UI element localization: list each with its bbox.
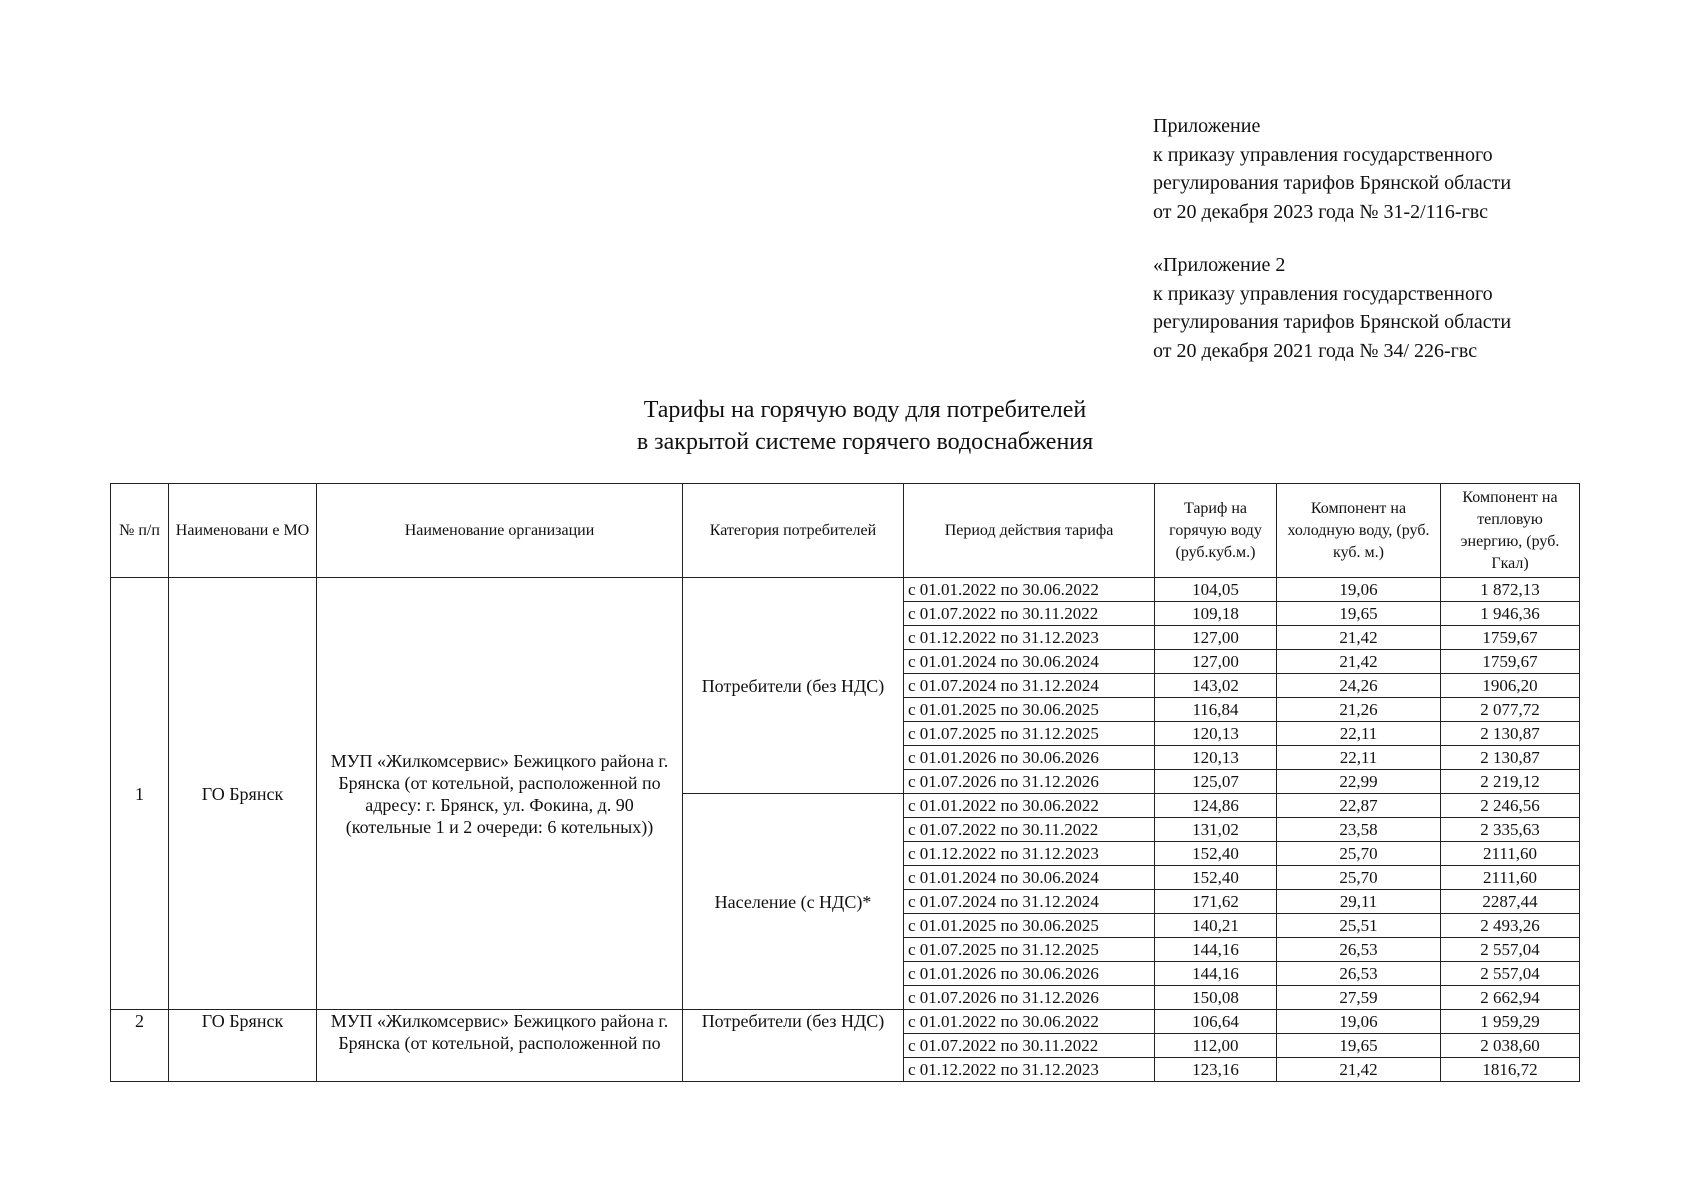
tariff-cell: 144,16 xyxy=(1155,938,1277,962)
group1-category-consumers: Потребители (без НДС) xyxy=(683,578,904,794)
col-header-tariff: Тариф на горячую воду (руб.куб.м.) xyxy=(1155,484,1277,578)
period-cell: с 01.01.2026 по 30.06.2026 xyxy=(904,746,1155,770)
period-cell: с 01.07.2025 по 31.12.2025 xyxy=(904,938,1155,962)
period-cell: с 01.07.2026 по 31.12.2026 xyxy=(904,986,1155,1010)
tariff-cell: 127,00 xyxy=(1155,626,1277,650)
tariff-cell: 171,62 xyxy=(1155,890,1277,914)
heat-cell: 2 335,63 xyxy=(1441,818,1580,842)
annex2-header xyxy=(1153,251,1633,365)
heat-cell: 1759,67 xyxy=(1441,626,1580,650)
annex2-line: регулирования тарифов Брянской области xyxy=(1153,311,1512,333)
col-header-heat: Компонент на тепловую энергию, (руб. Гкал) xyxy=(1441,484,1580,578)
annex2-line: от 20 декабря 2021 года № 34/ 226-гвс xyxy=(1153,339,1478,362)
title-line-2: в закрытой системе горячего водоснабжения xyxy=(636,429,1094,455)
heat-cell: 2111,60 xyxy=(1441,866,1580,890)
cold-cell: 29,11 xyxy=(1277,890,1441,914)
heat-cell: 2 557,04 xyxy=(1441,962,1580,986)
group1-mo: ГО Брянск xyxy=(169,578,317,1010)
group1-category-population: Население (с НДС)* xyxy=(683,794,904,1010)
cold-cell: 19,06 xyxy=(1277,578,1441,602)
cold-cell: 25,70 xyxy=(1277,842,1441,866)
tariff-table xyxy=(110,483,1580,1082)
period-cell: с 01.01.2026 по 30.06.2026 xyxy=(904,962,1155,986)
annex2-title: «Приложение 2 xyxy=(1153,254,1286,276)
heat-cell: 1816,72 xyxy=(1441,1058,1580,1082)
cold-cell: 22,87 xyxy=(1277,794,1441,818)
cold-cell: 21,42 xyxy=(1277,1058,1441,1082)
cold-cell: 22,11 xyxy=(1277,722,1441,746)
cold-cell: 19,65 xyxy=(1277,1034,1441,1058)
cold-cell: 22,99 xyxy=(1277,770,1441,794)
group1-org: МУП «Жилкомсервис» Бежицкого района г. Брянска (от котельной, расположенной по адресу: г. Брянск, ул. Фокина, д. 90 (котельные 1 и 2 очереди: 6 котельных)) xyxy=(317,578,683,1010)
tariff-cell: 143,02 xyxy=(1155,674,1277,698)
heat-cell: 1 959,29 xyxy=(1441,1010,1580,1034)
cold-cell: 21,42 xyxy=(1277,626,1441,650)
period-cell: с 01.07.2024 по 31.12.2024 xyxy=(904,674,1155,698)
cold-cell: 25,70 xyxy=(1277,866,1441,890)
annex-line: к приказу управления государственного xyxy=(1153,143,1493,166)
tariff-cell: 120,13 xyxy=(1155,746,1277,770)
tariff-cell: 125,07 xyxy=(1155,770,1277,794)
col-header-num: № п/п xyxy=(111,484,169,578)
tariff-cell: 144,16 xyxy=(1155,962,1277,986)
tariff-cell: 127,00 xyxy=(1155,650,1277,674)
annex-header xyxy=(1153,112,1633,226)
period-cell: с 01.01.2022 по 30.06.2022 xyxy=(904,578,1155,602)
group2-category-consumers: Потребители (без НДС) xyxy=(683,1010,904,1082)
heat-cell: 2111,60 xyxy=(1441,842,1580,866)
tariff-cell: 120,13 xyxy=(1155,722,1277,746)
col-header-org: Наименование организации xyxy=(317,484,683,578)
cold-cell: 26,53 xyxy=(1277,938,1441,962)
heat-cell: 1759,67 xyxy=(1441,650,1580,674)
annex-line: от 20 декабря 2023 года № 31-2/116-гвс xyxy=(1153,200,1488,223)
tariff-cell: 104,05 xyxy=(1155,578,1277,602)
document-title xyxy=(0,394,1684,458)
heat-cell: 2 493,26 xyxy=(1441,914,1580,938)
period-cell: с 01.07.2025 по 31.12.2025 xyxy=(904,722,1155,746)
heat-cell: 2 130,87 xyxy=(1441,746,1580,770)
col-header-period: Период действия тарифа xyxy=(904,484,1155,578)
annex-title: Приложение xyxy=(1153,115,1261,137)
tariff-cell: 106,64 xyxy=(1155,1010,1277,1034)
heat-cell: 2 130,87 xyxy=(1441,722,1580,746)
table-header-row xyxy=(111,484,1580,578)
period-cell: с 01.12.2022 по 31.12.2023 xyxy=(904,626,1155,650)
cold-cell: 22,11 xyxy=(1277,746,1441,770)
heat-cell: 2 038,60 xyxy=(1441,1034,1580,1058)
cold-cell: 19,65 xyxy=(1277,602,1441,626)
tariff-cell: 123,16 xyxy=(1155,1058,1277,1082)
cold-cell: 26,53 xyxy=(1277,962,1441,986)
cold-cell: 25,51 xyxy=(1277,914,1441,938)
annex2-line: к приказу управления государственного xyxy=(1153,282,1493,305)
period-cell: с 01.01.2022 по 30.06.2022 xyxy=(904,794,1155,818)
cold-cell: 21,26 xyxy=(1277,698,1441,722)
heat-cell: 2 662,94 xyxy=(1441,986,1580,1010)
cold-cell: 27,59 xyxy=(1277,986,1441,1010)
table-row xyxy=(111,1010,1580,1034)
annex-line: регулирования тарифов Брянской области xyxy=(1153,172,1512,194)
cold-cell: 21,42 xyxy=(1277,650,1441,674)
group2-mo: ГО Брянск xyxy=(169,1010,317,1082)
tariff-cell: 109,18 xyxy=(1155,602,1277,626)
tariff-cell: 124,86 xyxy=(1155,794,1277,818)
tariff-cell: 152,40 xyxy=(1155,866,1277,890)
period-cell: с 01.07.2026 по 31.12.2026 xyxy=(904,770,1155,794)
cold-cell: 23,58 xyxy=(1277,818,1441,842)
heat-cell: 1 946,36 xyxy=(1441,602,1580,626)
heat-cell: 2 077,72 xyxy=(1441,698,1580,722)
heat-cell: 1 872,13 xyxy=(1441,578,1580,602)
tariff-cell: 116,84 xyxy=(1155,698,1277,722)
col-header-category: Категория потребителей xyxy=(683,484,904,578)
tariff-cell: 140,21 xyxy=(1155,914,1277,938)
period-cell: с 01.07.2024 по 31.12.2024 xyxy=(904,890,1155,914)
period-cell: с 01.01.2025 по 30.06.2025 xyxy=(904,698,1155,722)
heat-cell: 2287,44 xyxy=(1441,890,1580,914)
title-line-1: Тарифы на горячую воду для потребителей xyxy=(643,397,1087,423)
period-cell: с 01.12.2022 по 31.12.2023 xyxy=(904,1058,1155,1082)
period-cell: с 01.01.2024 по 30.06.2024 xyxy=(904,650,1155,674)
tariff-cell: 131,02 xyxy=(1155,818,1277,842)
group2-num: 2 xyxy=(111,1010,169,1082)
period-cell: с 01.12.2022 по 31.12.2023 xyxy=(904,842,1155,866)
heat-cell: 2 246,56 xyxy=(1441,794,1580,818)
tariff-cell: 112,00 xyxy=(1155,1034,1277,1058)
heat-cell: 2 219,12 xyxy=(1441,770,1580,794)
period-cell: с 01.01.2025 по 30.06.2025 xyxy=(904,914,1155,938)
tariff-cell: 150,08 xyxy=(1155,986,1277,1010)
group1-num: 1 xyxy=(111,578,169,1010)
heat-cell: 2 557,04 xyxy=(1441,938,1580,962)
period-cell: с 01.01.2022 по 30.06.2022 xyxy=(904,1010,1155,1034)
table-row xyxy=(111,578,1580,602)
group2-org: МУП «Жилкомсервис» Бежицкого района г. Брянска (от котельной, расположенной по xyxy=(317,1010,683,1082)
cold-cell: 19,06 xyxy=(1277,1010,1441,1034)
heat-cell: 1906,20 xyxy=(1441,674,1580,698)
cold-cell: 24,26 xyxy=(1277,674,1441,698)
period-cell: с 01.07.2022 по 30.11.2022 xyxy=(904,602,1155,626)
tariff-cell: 152,40 xyxy=(1155,842,1277,866)
period-cell: с 01.07.2022 по 30.11.2022 xyxy=(904,818,1155,842)
period-cell: с 01.01.2024 по 30.06.2024 xyxy=(904,866,1155,890)
col-header-mo: Наименовани е МО xyxy=(169,484,317,578)
period-cell: с 01.07.2022 по 30.11.2022 xyxy=(904,1034,1155,1058)
col-header-cold: Компонент на холодную воду, (руб. куб. м.) xyxy=(1277,484,1441,578)
